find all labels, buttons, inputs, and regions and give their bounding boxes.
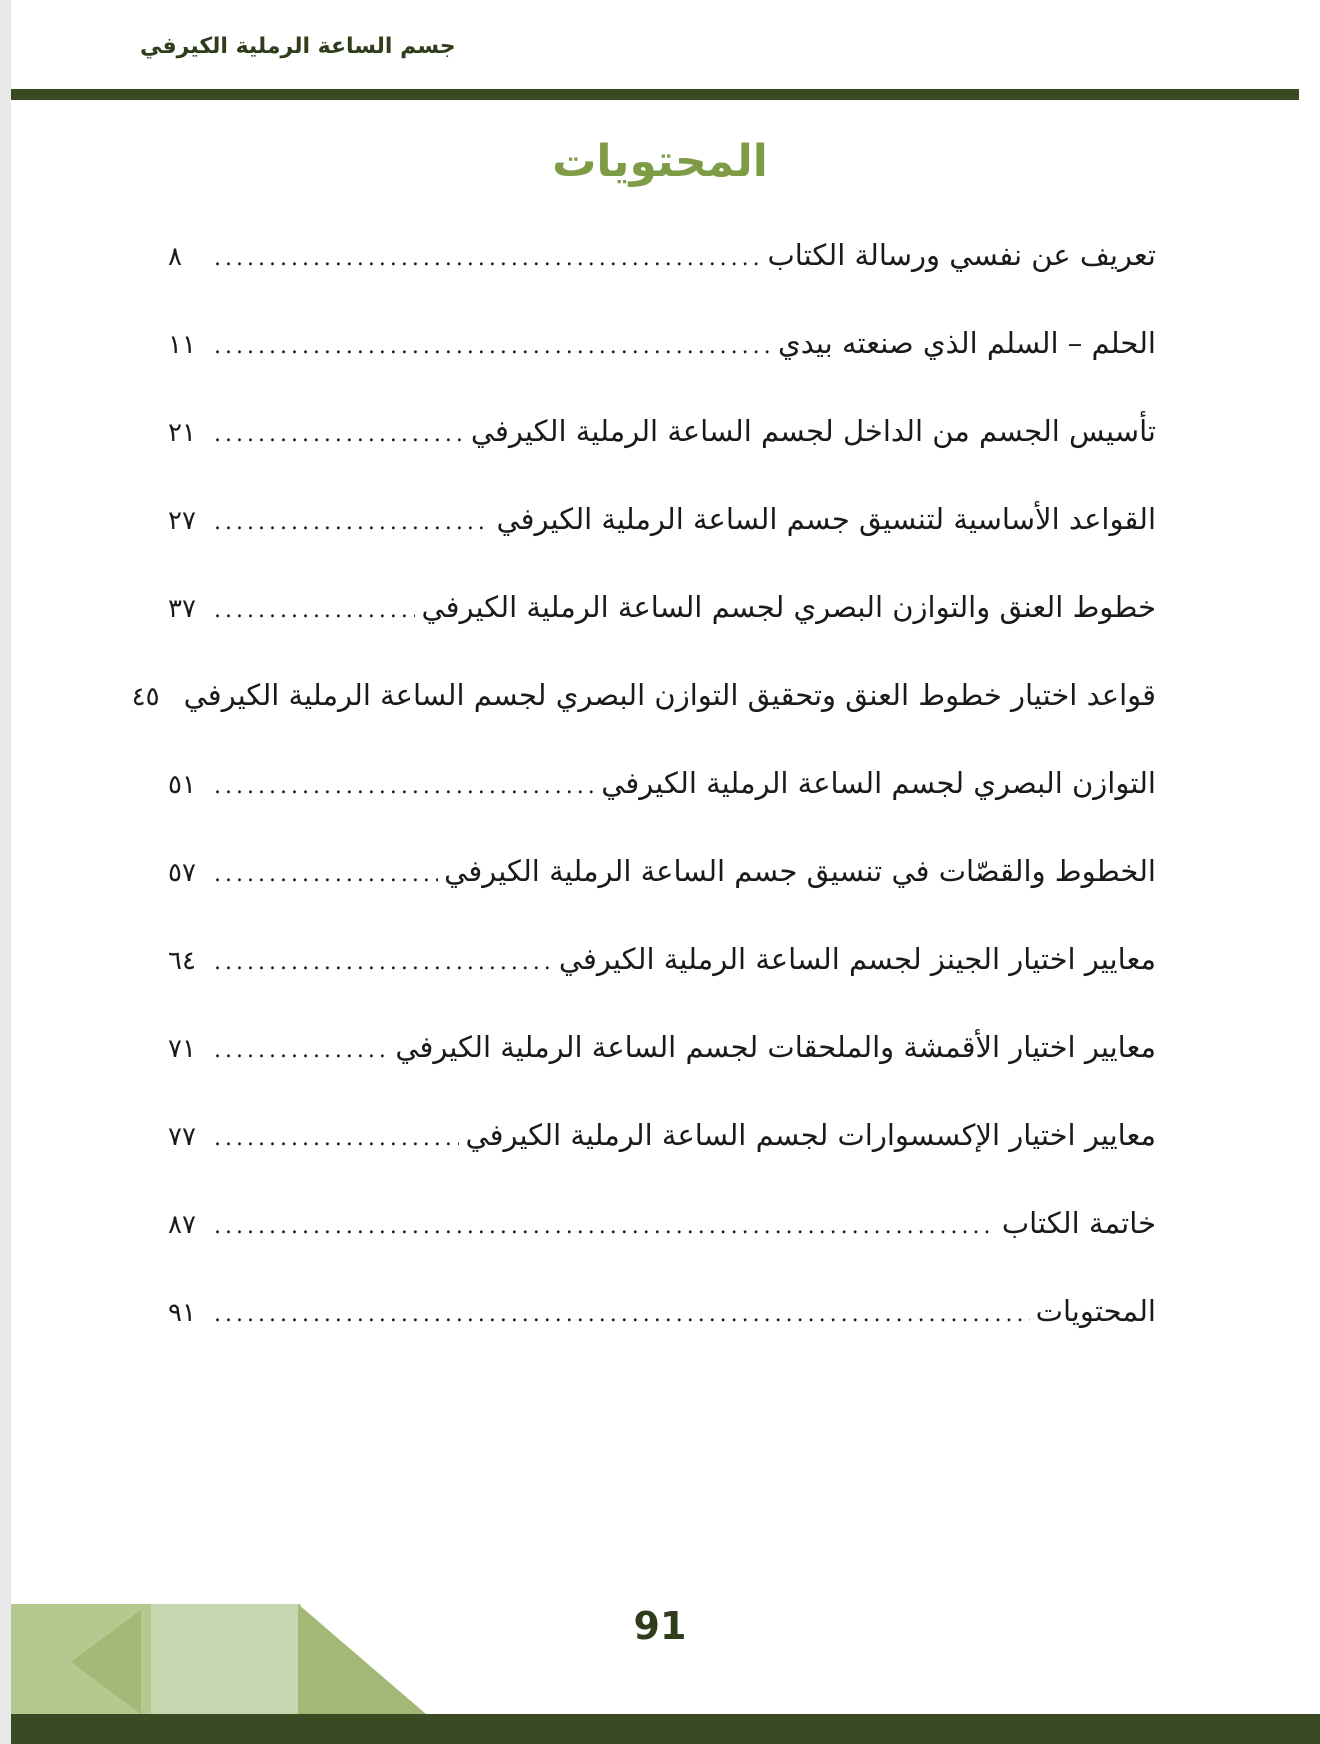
- footer-deco-block-middle: [151, 1604, 301, 1714]
- toc-entry: [168, 1030, 1156, 1118]
- toc-list: [131, 238, 1156, 1382]
- toc-entry-label: قواعد اختيار خطوط العنق وتحقيق التوازن البصري لجسم الساعة الرملية الكيرفي: [183, 678, 1156, 712]
- toc-entry: [131, 678, 1156, 766]
- toc-dot-leader: [214, 1126, 459, 1151]
- toc-dot-leader: [214, 862, 438, 887]
- toc-dot-leader: [214, 598, 415, 623]
- toc-entry-page: ٢١: [168, 418, 196, 448]
- page-edge: [0, 0, 11, 1744]
- toc-entry: [168, 502, 1156, 590]
- toc-dot-leader: [214, 1038, 389, 1063]
- toc-entry-page: ٦٤: [168, 946, 196, 976]
- toc-entry-label: معايير اختيار الأقمشة والملحقات لجسم الساعة الرملية الكيرفي: [395, 1030, 1156, 1064]
- toc-entry: [168, 414, 1156, 502]
- running-header-title: جسم الساعة الرملية الكيرفي: [140, 34, 456, 59]
- toc-dot-leader: [214, 774, 595, 799]
- toc-dot-leader: [214, 334, 772, 359]
- toc-entry-page: ٧١: [168, 1034, 196, 1064]
- toc-entry-page: ٣٧: [168, 594, 196, 624]
- toc-title: المحتويات: [552, 136, 768, 187]
- toc-entry: [168, 326, 1156, 414]
- toc-entry-page: ٨٧: [168, 1210, 196, 1240]
- toc-entry: [168, 590, 1156, 678]
- footer-deco-triangle: [298, 1604, 426, 1714]
- toc-entry-page: ٧٧: [168, 1122, 196, 1152]
- toc-dot-leader: [214, 510, 491, 535]
- page-number: 91: [633, 1604, 687, 1648]
- toc-entry: [168, 854, 1156, 942]
- toc-entry-label: معايير اختيار الإكسسوارات لجسم الساعة الرملية الكيرفي: [465, 1118, 1156, 1152]
- toc-entry-page: ٤٥: [131, 682, 160, 712]
- toc-entry: [168, 1206, 1156, 1294]
- header-rule: [11, 89, 1299, 100]
- toc-entry: [168, 766, 1156, 854]
- toc-entry: [168, 1294, 1156, 1382]
- toc-dot-leader: [214, 1214, 996, 1239]
- toc-entry-page: ٩١: [168, 1298, 196, 1328]
- toc-entry-page: ٥١: [168, 770, 196, 800]
- toc-entry-label: الخطوط والقصّات في تنسيق جسم الساعة الرملية الكيرفي: [444, 854, 1156, 888]
- toc-entry-label: معايير اختيار الجينز لجسم الساعة الرملية الكيرفي: [558, 942, 1156, 976]
- footer-band: [11, 1714, 1320, 1744]
- toc-entry: [168, 238, 1156, 326]
- toc-entry-label: القواعد الأساسية لتنسيق جسم الساعة الرملية الكيرفي: [496, 502, 1156, 536]
- toc-entry-page: ٥٧: [168, 858, 196, 888]
- toc-entry-label: تأسيس الجسم من الداخل لجسم الساعة الرملية الكيرفي: [470, 414, 1156, 448]
- toc-entry-label: المحتويات: [1035, 1294, 1156, 1328]
- toc-entry-label: تعريف عن نفسي ورسالة الكتاب: [767, 238, 1156, 272]
- toc-entry-page: ٨: [168, 242, 182, 272]
- toc-entry-label: خاتمة الكتاب: [1001, 1206, 1156, 1240]
- toc-entry: [168, 1118, 1156, 1206]
- toc-entry-label: التوازن البصري لجسم الساعة الرملية الكيرفي: [601, 766, 1156, 800]
- toc-dot-leader: [214, 950, 553, 975]
- toc-dot-leader: [214, 1302, 1030, 1327]
- toc-dot-leader: [214, 422, 465, 447]
- toc-entry-page: ٢٧: [168, 506, 196, 536]
- toc-entry-label: الحلم – السلم الذي صنعته بيدي: [778, 326, 1156, 360]
- footer-decoration: [11, 1604, 431, 1714]
- toc-entry: [168, 942, 1156, 1030]
- toc-entry-page: ١١: [168, 330, 196, 360]
- toc-entry-label: خطوط العنق والتوازن البصري لجسم الساعة الرملية الكيرفي: [421, 590, 1156, 624]
- toc-dot-leader: [214, 246, 761, 271]
